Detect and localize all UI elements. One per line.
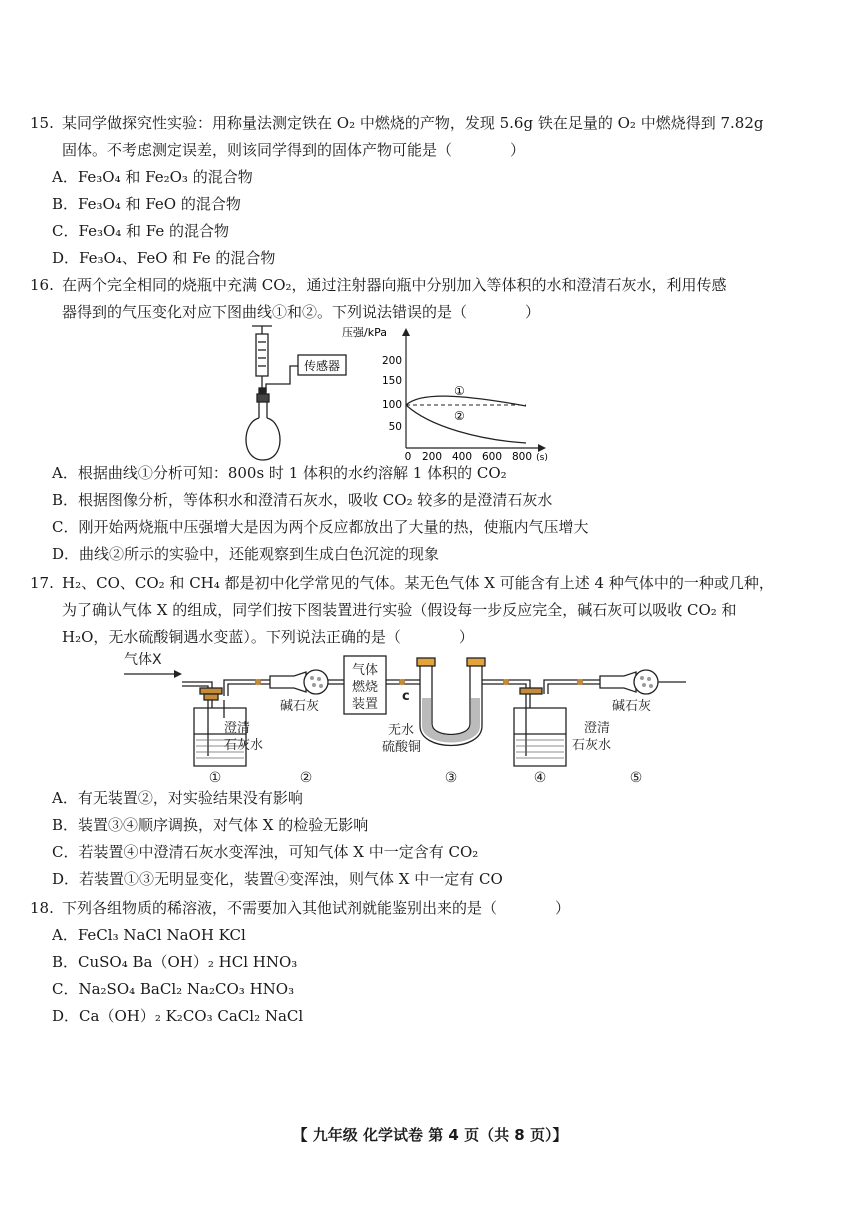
option-b: B．装置③④顺序调换，对气体 X 的检验无影响 — [52, 816, 369, 834]
figure-16-apparatus-and-graph — [230, 322, 550, 464]
device-number: ⑤ — [629, 770, 643, 786]
question-number: 16. — [30, 276, 54, 294]
y-tick: 200 — [381, 355, 402, 367]
option-d: D．曲线②所示的实验中，还能观察到生成白色沉淀的现象 — [52, 545, 440, 563]
device-number: ① — [208, 770, 222, 786]
question-stem-line: 固体。不考虑测定误差，则该同学得到的固体产物可能是（ — [62, 141, 453, 159]
option-a: A．有无装置②，对实验结果没有影响 — [52, 789, 303, 807]
bracket-close: ） — [555, 899, 571, 917]
bracket-close: ） — [458, 628, 474, 646]
pressure-graph — [342, 326, 548, 463]
burner-label: 燃烧 — [351, 680, 379, 695]
cuso4-label: 硫酸铜 — [382, 740, 422, 755]
option-b: B．CuSO₄ Ba（OH）₂ HCl HNO₃ — [52, 953, 298, 971]
sensor-label: 传感器 — [303, 359, 341, 373]
option-c: C．Na₂SO₄ BaCl₂ Na₂CO₃ HNO₃ — [52, 980, 295, 998]
burner-label: 装置 — [351, 697, 379, 712]
device-number: ② — [299, 770, 313, 786]
question-number: 15. — [30, 114, 54, 132]
x-unit: (s) — [536, 453, 548, 463]
question-stem-line: 在两个完全相同的烧瓶中充满 CO₂，通过注射器向瓶中分别加入等体积的水和澄清石灰水，利用传感 — [62, 276, 727, 294]
option-b: B．根据图像分析，等体积水和澄清石灰水，吸收 CO₂ 较多的是澄清石灰水 — [52, 491, 553, 509]
option-a: A．Fe₃O₄ 和 Fe₂O₃ 的混合物 — [52, 168, 253, 186]
option-c: C．Fe₃O₄ 和 Fe 的混合物 — [52, 222, 230, 240]
curve-2 — [406, 405, 526, 443]
y-tick: 50 — [388, 421, 402, 433]
c-label: c — [402, 689, 410, 704]
question-16-options — [30, 460, 830, 568]
question-number: 17. — [30, 574, 54, 592]
round-bottom-flask — [246, 394, 280, 460]
option-a: A．FeCl₃ NaCl NaOH KCl — [52, 926, 246, 944]
y-tick: 100 — [381, 399, 402, 411]
question-stem-line: H₂O，无水硫酸铜遇水变蓝）。下列说法正确的是（ — [62, 628, 401, 646]
device-number: ④ — [533, 770, 547, 786]
gas-x-label: 气体X — [124, 652, 162, 668]
option-c: C．若装置④中澄清石灰水变浑浊，可知气体 X 中一定含有 CO₂ — [52, 843, 479, 861]
lime-water-1-label: 石灰水 — [224, 738, 264, 753]
curve-2-label: ② — [454, 409, 465, 423]
y-axis-label: 压强/kPa — [342, 326, 387, 339]
lime-water-2-label: 石灰水 — [572, 738, 612, 753]
question-17 — [30, 570, 830, 651]
option-a: A．根据曲线①分析可知：800s 时 1 体积的水约溶解 1 体积的 CO₂ — [52, 464, 507, 482]
x-tick: 600 — [481, 451, 503, 463]
x-tick: 0 — [404, 451, 412, 463]
x-tick: 800 — [511, 451, 533, 463]
device-number: ③ — [444, 770, 458, 786]
y-tick: 150 — [381, 375, 402, 387]
curve-1-label: ① — [454, 384, 465, 398]
question-18 — [30, 895, 830, 1030]
x-tick: 200 — [421, 451, 443, 463]
question-number: 18. — [30, 899, 54, 917]
question-stem-line: H₂、CO、CO₂ 和 CH₄ 都是初中化学常见的气体。某无色气体 X 可能含有上述 4 种气体中的一种或几种， — [62, 574, 774, 592]
question-15 — [30, 110, 830, 272]
question-stem-line: 器得到的气压变化对应下图曲线①和②。下列说法错误的是（ — [62, 303, 468, 321]
lime-water-1-label: 澄清 — [224, 721, 251, 736]
bracket-close: ） — [525, 303, 541, 321]
question-stem-line: 下列各组物质的稀溶液，不需要加入其他试剂就能鉴别出来的是（ — [62, 899, 498, 917]
sensor-box — [298, 355, 346, 375]
question-stem-line: 为了确认气体 X 的组成，同学们按下图装置进行实验（假设每一步反应完全，碱石灰可以吸收 CO₂ 和 — [62, 601, 737, 619]
lime-water-2-label: 澄清 — [584, 721, 611, 736]
option-d: D．Ca（OH）₂ K₂CO₃ CaCl₂ NaCl — [52, 1007, 304, 1025]
soda-lime-1-label: 碱石灰 — [280, 699, 320, 714]
option-d: D．若装置①③无明显变化，装置④变浑浊，则气体 X 中一定有 CO — [52, 870, 503, 888]
question-stem-line: 某同学做探究性实验：用称量法测定铁在 O₂ 中燃烧的产物，发现 5.6g 铁在足量的 O₂ 中燃烧得到 7.82g — [62, 114, 764, 132]
page-footer: 【 九年级 化学试卷 第 4 页（共 8 页）】 — [292, 1126, 568, 1144]
bracket-close: ） — [510, 141, 526, 159]
x-tick: 400 — [451, 451, 473, 463]
figure-17-apparatus — [120, 648, 690, 788]
option-b: B．Fe₃O₄ 和 FeO 的混合物 — [52, 195, 241, 213]
burner-label: 气体 — [351, 663, 379, 678]
soda-lime-2-label: 碱石灰 — [612, 699, 652, 714]
question-17-options — [30, 785, 830, 893]
question-16 — [30, 272, 830, 326]
option-c: C．刚开始两烧瓶中压强增大是因为两个反应都放出了大量的热，使瓶内气压增大 — [52, 518, 589, 536]
option-d: D．Fe₃O₄、FeO 和 Fe 的混合物 — [52, 249, 276, 267]
cuso4-label: 无水 — [388, 723, 415, 738]
